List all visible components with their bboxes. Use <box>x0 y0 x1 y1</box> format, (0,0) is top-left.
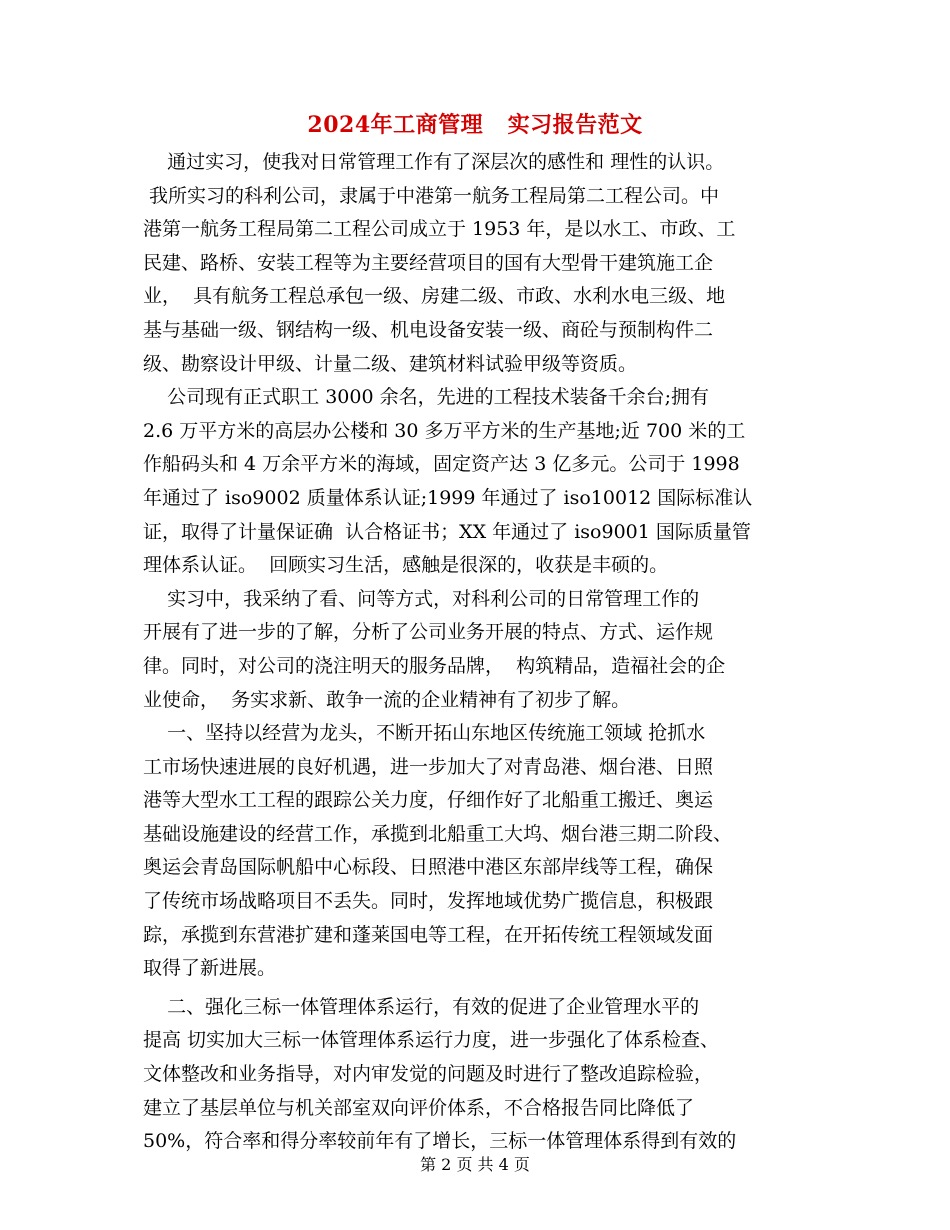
document-title: 2024年工商管理 实习报告范文 <box>307 112 643 138</box>
document-body <box>143 146 815 1159</box>
text-line: 通过实习，使我对日常管理工作有了深层次的感性和 理性的认识。 <box>143 151 725 173</box>
text-line: 业， 具有航务工程总承包一级、房建二级、市政、水利水电三级、地 <box>143 285 726 308</box>
text-line: 民建、路桥、安装工程等为主要经营项目的国有大型骨干建筑施工企 <box>143 251 714 274</box>
text-line: 提高 切实加大三标一体管理体系运行力度，进一步强化了体系检查、 <box>143 1029 720 1052</box>
text-line: 了传统市场战略项目不丢失。同时，发挥地域优势广揽信息，积极跟 <box>143 890 714 913</box>
text-line: 踪，承揽到东营港扩建和蓬莱国电等工程，在开拓传统工程领域发面 <box>143 923 714 946</box>
text-line: 港第一航务工程局第二工程公司成立于 1953 年，是以水工、市政、工 <box>143 218 736 241</box>
text-line: 年通过了 iso9002 质量体系认证;1999 年通过了 iso10012 国际标准认 <box>143 486 753 509</box>
text-line: 业使命， 务实求新、敢争一流的企业精神有了初步了解。 <box>143 688 631 711</box>
text-line: 文体整改和业务指导，对内审发觉的问题及时进行了整改追踪检验， <box>143 1063 714 1086</box>
text-line: 理体系认证。 回顾实习生活，感触是很深的，收获是丰硕的。 <box>143 554 669 577</box>
text-line: 作船码头和 4 万余平方米的海域，固定资产达 3 亿多元。公司于 1998 <box>143 453 740 476</box>
text-line: 建立了基层单位与机关部室双向评价体系，不合格报告同比降低了 <box>143 1096 695 1119</box>
text-line: 奥运会青岛国际帆船中心标段、日照港中港区东部岸线等工程，确保 <box>143 856 714 879</box>
text-line: 实习中，我采纳了看、问等方式，对科利公司的日常管理工作的 <box>143 587 700 610</box>
text-line: 律。同时，对公司的浇注明天的服务品牌， 构筑精品，造福社会的企 <box>143 654 726 677</box>
text-line: 基与基础一级、钢结构一级、机电设备安装一级、商砼与预制构件二 <box>143 318 714 341</box>
text-line: 级、勘察设计甲级、计量二级、建筑材料试验甲级等资质。 <box>143 352 638 375</box>
text-line: 2.6 万平方米的高层办公楼和 30 多万平方米的生产基地;近 700 米的工 <box>143 419 746 442</box>
text-line: 基础设施建设的经营工作，承揽到北船重工大坞、烟台港三期二阶段、 <box>143 822 733 845</box>
text-line: 港等大型水工工程的跟踪公关力度，仔细作好了北船重工搬迁、奥运 <box>143 789 714 812</box>
text-line: 我所实习的科利公司，隶属于中港第一航务工程局第二工程公司。中 <box>143 184 720 207</box>
text-line: 证，取得了计量保证确 认合格证书；XX 年通过了 iso9001 国际质量管 <box>143 520 751 543</box>
page-number-footer: 第 2 页 共 4 页 <box>420 1155 530 1174</box>
text-line: 取得了新进展。 <box>143 957 277 980</box>
text-line: 开展有了进一步的了解，分析了公司业务开展的特点、方式、运作规 <box>143 621 714 644</box>
text-line: 工市场快速进展的良好机遇，进一步加大了对青岛港、烟台港、日照 <box>143 755 714 778</box>
text-line: 二、强化三标一体管理体系运行，有效的促进了企业管理水平的 <box>143 995 700 1018</box>
text-line: 一、坚持以经营为龙头，不断开拓山东地区传统施工领域 抢抓水 <box>143 722 706 745</box>
text-line: 公司现有正式职工 3000 余名，先进的工程技术装备千余台;拥有 <box>143 386 709 409</box>
text-line: 50%，符合率和得分率较前年有了增长，三标一体管理体系得到有效的 <box>143 1130 737 1153</box>
